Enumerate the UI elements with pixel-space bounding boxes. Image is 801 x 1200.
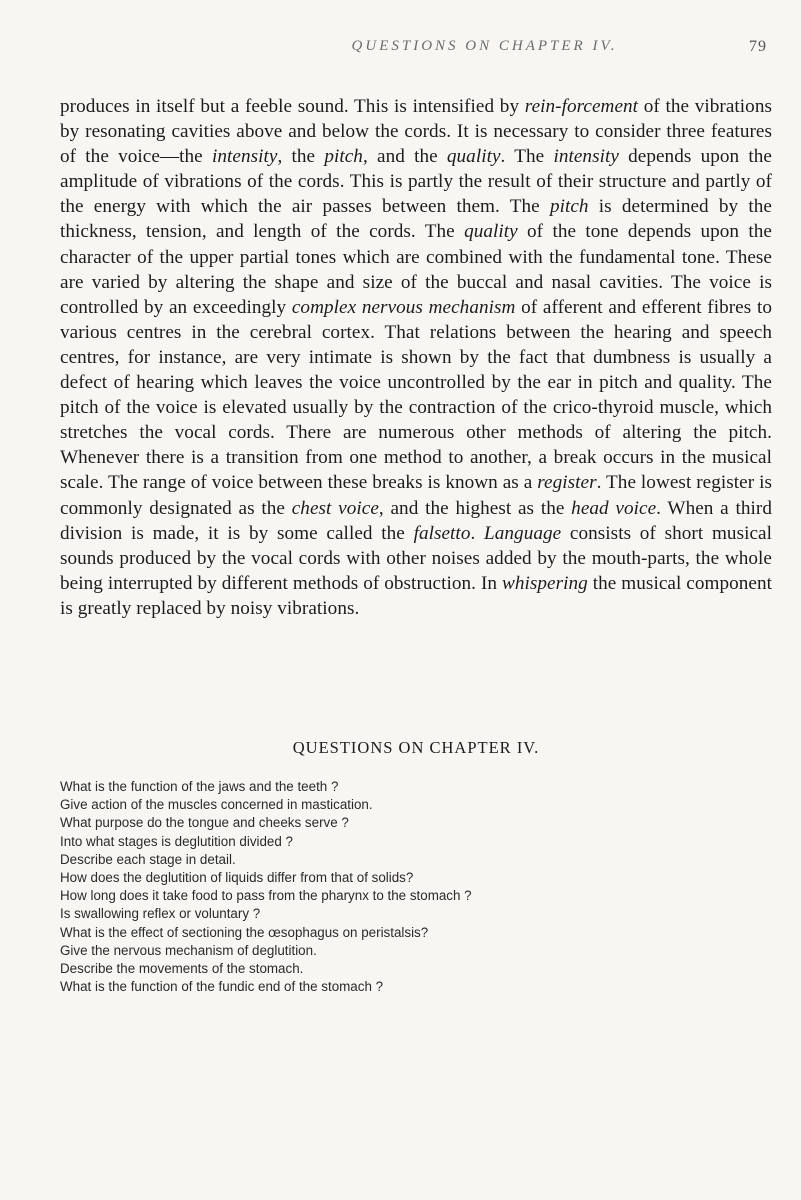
emphasis-reinforcement: rein-forcement xyxy=(524,96,639,117)
text-run: . xyxy=(470,522,485,544)
question-item: Give action of the muscles concerned in mastication. xyxy=(60,797,373,813)
question-item: Describe the movements of the stomach. xyxy=(60,961,304,977)
emphasis-head-voice: head voice xyxy=(571,497,657,519)
emphasis-falsetto: falsetto xyxy=(413,522,471,544)
text-run: of the tone depends upon the character of the upper partial tones which are combined with the fundamental tone. These are varied by altering the shape and size of the buccal and nasal cavities. The voice is controlled by an exceedingly xyxy=(60,221,772,318)
question-item: Describe each stage in detail. xyxy=(60,851,236,867)
emphasis-intensity: intensity xyxy=(553,146,619,168)
text-run: , and the highest as the xyxy=(378,497,572,519)
emphasis-chest-voice: chest voice xyxy=(291,497,379,519)
paragraph-text xyxy=(60,94,772,621)
question-item: What purpose do the tongue and cheeks serve ? xyxy=(60,815,349,831)
emphasis-intensity: intensity xyxy=(211,146,278,168)
question-item: Is swallowing reflex or voluntary ? xyxy=(60,906,261,922)
question-item: Give the nervous mechanism of deglutition. xyxy=(60,942,317,958)
emphasis-language: Language xyxy=(484,522,562,544)
emphasis-pitch: pitch xyxy=(324,146,363,168)
text-run: of afferent and efferent fibres to various centres in the cerebral cortex. That relations between the hearing and speech centres, for instance, are very intimate is shown by the fact that dumbness is usually a defect of hearing which leaves the voice uncontrolled by the ear in pitch and quality. The pitch of the voice is elevated usually by the contraction of the crico-thyroid muscle, which stretches the vocal cords. There are numerous other methods of altering the pitch. Whenever there is a transition from one method to another, a break occurs in the musical scale. The range of voice between these breaks is known as a xyxy=(60,296,772,494)
text-run: the musical component is greatly replaced by noisy vibrations. xyxy=(60,572,773,619)
text-run: . The lowest register is commonly designated as the xyxy=(60,472,772,519)
text-run: is determined by the thickness, tension, and length of the cords. The xyxy=(60,196,772,243)
emphasis-register: register xyxy=(537,472,597,494)
question-item: How does the deglutition of liquids differ from that of solids? xyxy=(60,870,414,886)
emphasis-complex-nervous-mechanism: complex nervous mechanism xyxy=(291,296,516,318)
emphasis-quality: quality xyxy=(446,146,501,168)
question-item: What is the function of the fundic end of the stomach ? xyxy=(60,979,384,995)
question-item: How long does it take food to pass from the pharynx to the stomach ? xyxy=(60,888,472,904)
emphasis-pitch: pitch xyxy=(549,196,589,218)
running-header: QUESTIONS ON CHAPTER IV. xyxy=(351,38,618,54)
text-run: , and the xyxy=(362,146,447,168)
text-run: produces in itself but a feeble sound. This is intensified by xyxy=(60,96,525,117)
emphasis-quality: quality xyxy=(464,221,518,243)
text-run: , the xyxy=(277,146,325,168)
text-run: of the vibrations by resonating cavities above and below the cords. It is necessary to consider three features of the voice—the xyxy=(60,96,772,168)
question-item: What is the function of the jaws and the teeth ? xyxy=(60,779,339,794)
emphasis-whispering: whispering xyxy=(502,572,588,594)
page-number: 79 xyxy=(749,38,767,55)
questions-list xyxy=(60,778,772,996)
text-run: depends upon the amplitude of vibrations of the cords. This is partly the result of their structure and partly of the energy with which the air passes between them. The xyxy=(60,146,772,218)
question-item: Into what stages is deglutition divided ? xyxy=(60,833,293,849)
text-run: . When a third division is made, it is by some called the xyxy=(60,497,772,544)
body-paragraph xyxy=(60,94,772,621)
question-item: What is the effect of sectioning the œsophagus on peristalsis? xyxy=(60,924,429,940)
questions-heading: QUESTIONS ON CHAPTER IV. xyxy=(292,738,540,757)
text-run: . The xyxy=(500,146,554,168)
text-run: consists of short musical sounds produced by the vocal cords with other noises added by the mouth-parts, the whole being interrupted by different methods of obstruction. In xyxy=(60,522,772,594)
